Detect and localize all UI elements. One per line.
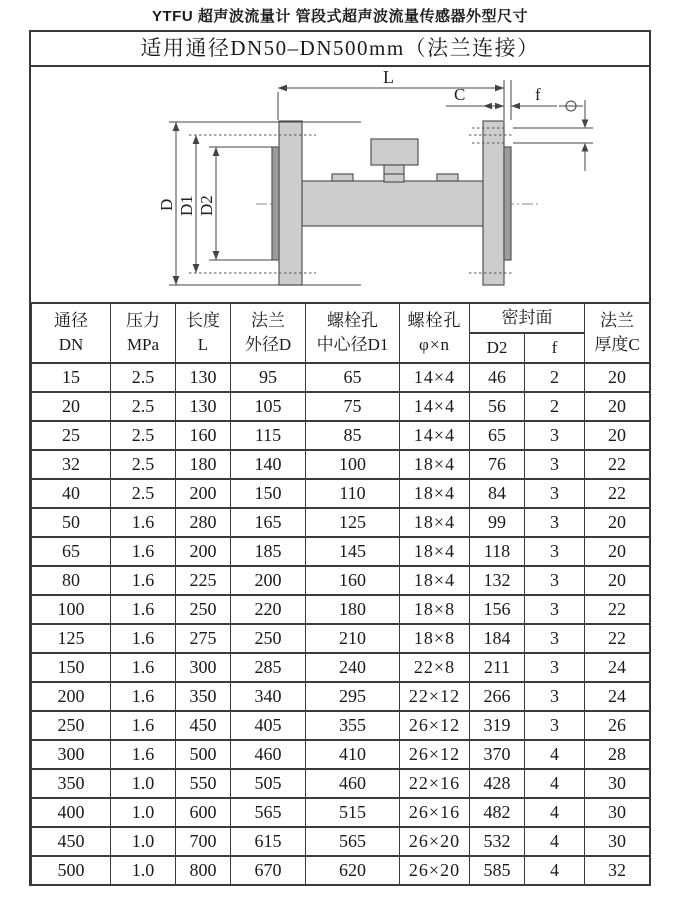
table-cell: 532 [470,827,525,856]
table-cell: 2 [525,392,585,421]
table-row [32,856,650,885]
table-cell: 24 [585,682,650,711]
table-cell: 125 [306,508,400,537]
table-cell: 450 [176,711,231,740]
dimension-spec-table [31,302,650,886]
dim-label-f: f [535,85,541,104]
table-cell: 4 [525,769,585,798]
table-cell: 550 [176,769,231,798]
dim-label-D: D [157,198,176,211]
table-cell: 3 [525,421,585,450]
table-cell: 2.5 [111,392,176,421]
table-cell: 25 [32,421,111,450]
table-cell: 110 [306,479,400,508]
table-cell: 99 [470,508,525,537]
table-cell: 14×4 [400,421,470,450]
table-cell: 26×20 [400,827,470,856]
sensor-dimension-diagram [31,67,649,302]
table-cell: 428 [470,769,525,798]
table-cell: 22 [585,624,650,653]
table-cell: 2.5 [111,479,176,508]
table-cell: 160 [306,566,400,595]
left-flange [272,121,302,285]
dim-label-C: C [454,85,466,104]
table-cell: 3 [525,566,585,595]
table-cell: 140 [231,450,306,479]
table-cell: 95 [231,363,306,392]
page-title: YTFU 超声波流量计 管段式超声波流量传感器外型尺寸 [152,8,528,25]
table-cell: 565 [231,798,306,827]
table-cell: 4 [525,827,585,856]
table-cell: 130 [176,363,231,392]
table-cell: 184 [470,624,525,653]
table-cell: 130 [176,392,231,421]
table-cell: 240 [306,653,400,682]
pipe-body [302,181,483,226]
table-row [32,740,650,769]
table-cell: 20 [585,566,650,595]
table-cell: 26 [585,711,650,740]
table-cell: 350 [176,682,231,711]
table-cell: 460 [231,740,306,769]
table-cell: 295 [306,682,400,711]
table-cell: 22 [585,450,650,479]
table-cell: 32 [32,450,111,479]
table-cell: 200 [32,682,111,711]
table-cell: 3 [525,624,585,653]
table-cell: 20 [585,421,650,450]
table-cell: 4 [525,798,585,827]
table-cell: 220 [231,595,306,624]
table-cell: 3 [525,537,585,566]
table-row [32,566,650,595]
table-cell: 18×4 [400,566,470,595]
table-cell: 65 [32,537,111,566]
table-cell: 670 [231,856,306,885]
table-cell: 18×8 [400,595,470,624]
table-cell: 4 [525,856,585,885]
table-cell: 20 [32,392,111,421]
col-header-seal-face-group: 密封面 [470,303,585,333]
col-header-seal-d2: D2 [470,333,525,363]
col-header-pressure: 压力 MPa [111,303,176,363]
table-cell: 115 [231,421,306,450]
right-seal-face [504,147,511,260]
table-cell: 285 [231,653,306,682]
table-cell: 460 [306,769,400,798]
table-cell: 1.6 [111,566,176,595]
table-cell: 3 [525,595,585,624]
left-seal-face [272,147,279,260]
table-cell: 30 [585,798,650,827]
table-cell: 150 [231,479,306,508]
table-row [32,479,650,508]
table-row [32,711,650,740]
table-cell: 1.6 [111,595,176,624]
table-cell: 370 [470,740,525,769]
dim-label-L: L [383,67,394,87]
table-cell: 156 [470,595,525,624]
table-row [32,798,650,827]
dim-label-D2: D2 [197,195,216,216]
table-cell: 500 [32,856,111,885]
table-cell: 450 [32,827,111,856]
table-cell: 2.5 [111,421,176,450]
table-cell: 18×4 [400,537,470,566]
table-row [32,653,650,682]
table-cell: 1.6 [111,682,176,711]
table-cell: 125 [32,624,111,653]
table-cell: 600 [176,798,231,827]
dim-label-D1: D1 [177,195,196,216]
table-cell: 30 [585,827,650,856]
table-row [32,450,650,479]
table-cell: 160 [176,421,231,450]
table-cell: 165 [231,508,306,537]
table-row [32,595,650,624]
table-cell: 3 [525,508,585,537]
dimension-phi [513,100,593,171]
table-cell: 3 [525,711,585,740]
table-cell: 26×16 [400,798,470,827]
table-cell: 56 [470,392,525,421]
col-header-flange-od: 法兰 外径D [231,303,306,363]
table-cell: 350 [32,769,111,798]
table-cell: 118 [470,537,525,566]
table-cell: 250 [32,711,111,740]
col-header-length: 长度 L [176,303,231,363]
table-cell: 46 [470,363,525,392]
right-flange [483,121,511,285]
table-row [32,421,650,450]
table-cell: 22×12 [400,682,470,711]
table-cell: 3 [525,653,585,682]
table-row [32,363,650,392]
table-cell: 22 [585,479,650,508]
table-cell: 2.5 [111,450,176,479]
table-cell: 515 [306,798,400,827]
table-cell: 4 [525,740,585,769]
table-cell: 32 [585,856,650,885]
col-header-bolt-spec: 螺栓孔 φ×n [400,303,470,363]
table-cell: 20 [585,392,650,421]
table-cell: 500 [176,740,231,769]
table-cell: 28 [585,740,650,769]
table-cell: 100 [32,595,111,624]
table-cell: 180 [306,595,400,624]
content-frame [29,30,651,886]
table-cell: 18×4 [400,479,470,508]
table-cell: 505 [231,769,306,798]
table-cell: 100 [306,450,400,479]
table-cell: 482 [470,798,525,827]
table-row [32,682,650,711]
table-cell: 22 [585,595,650,624]
table-cell: 319 [470,711,525,740]
table-cell: 76 [470,450,525,479]
table-cell: 85 [306,421,400,450]
table-row [32,827,650,856]
table-cell: 620 [306,856,400,885]
table-cell: 75 [306,392,400,421]
table-cell: 565 [306,827,400,856]
table-cell: 1.0 [111,769,176,798]
table-cell: 150 [32,653,111,682]
table-cell: 14×4 [400,392,470,421]
table-cell: 145 [306,537,400,566]
table-row [32,537,650,566]
table-cell: 3 [525,479,585,508]
table-cell: 180 [176,450,231,479]
table-cell: 355 [306,711,400,740]
table-cell: 1.6 [111,537,176,566]
table-cell: 225 [176,566,231,595]
table-cell: 300 [176,653,231,682]
table-cell: 20 [585,363,650,392]
table-cell: 400 [32,798,111,827]
table-cell: 105 [231,392,306,421]
table-cell: 132 [470,566,525,595]
phi-symbol [559,101,583,111]
table-cell: 1.6 [111,711,176,740]
table-cell: 1.6 [111,624,176,653]
table-cell: 22×16 [400,769,470,798]
table-cell: 84 [470,479,525,508]
table-cell: 18×4 [400,508,470,537]
table-cell: 200 [176,537,231,566]
table-cell: 250 [231,624,306,653]
table-cell: 26×20 [400,856,470,885]
transmitter-head [371,139,418,182]
table-cell: 1.0 [111,856,176,885]
table-cell: 2.5 [111,363,176,392]
table-cell: 1.6 [111,653,176,682]
table-cell: 50 [32,508,111,537]
table-cell: 1.6 [111,508,176,537]
table-cell: 2 [525,363,585,392]
table-cell: 266 [470,682,525,711]
table-cell: 700 [176,827,231,856]
table-cell: 210 [306,624,400,653]
table-cell: 18×4 [400,450,470,479]
table-cell: 250 [176,595,231,624]
table-cell: 20 [585,508,650,537]
spec-table-body [32,363,650,885]
table-cell: 20 [585,537,650,566]
table-cell: 280 [176,508,231,537]
table-cell: 26×12 [400,711,470,740]
table-cell: 65 [470,421,525,450]
table-cell: 24 [585,653,650,682]
table-cell: 3 [525,682,585,711]
table-cell: 300 [32,740,111,769]
table-row [32,769,650,798]
table-cell: 14×4 [400,363,470,392]
table-cell: 615 [231,827,306,856]
table-cell: 1.0 [111,798,176,827]
table-cell: 185 [231,537,306,566]
applicable-range-banner: 适用通径DN50–DN500mm（法兰连接） [31,32,649,67]
table-row [32,508,650,537]
table-cell: 30 [585,769,650,798]
col-header-seal-f: f [525,333,585,363]
dimension-L [278,67,511,120]
col-header-dn: 通径 DN [32,303,111,363]
table-cell: 340 [231,682,306,711]
col-header-flange-thickness: 法兰 厚度C [585,303,650,363]
table-cell: 275 [176,624,231,653]
table-cell: 410 [306,740,400,769]
table-cell: 211 [470,653,525,682]
table-cell: 65 [306,363,400,392]
table-cell: 1.0 [111,827,176,856]
table-cell: 80 [32,566,111,595]
table-header [32,303,650,363]
table-cell: 26×12 [400,740,470,769]
table-row [32,392,650,421]
table-cell: 585 [470,856,525,885]
table-cell: 200 [231,566,306,595]
table-row [32,624,650,653]
table-cell: 405 [231,711,306,740]
table-cell: 1.6 [111,740,176,769]
table-cell: 15 [32,363,111,392]
table-cell: 22×8 [400,653,470,682]
table-cell: 3 [525,450,585,479]
table-cell: 18×8 [400,624,470,653]
table-cell: 40 [32,479,111,508]
dimension-f [511,85,557,109]
table-cell: 200 [176,479,231,508]
col-header-bolt-circle: 螺栓孔 中心径D1 [306,303,400,363]
table-cell: 800 [176,856,231,885]
